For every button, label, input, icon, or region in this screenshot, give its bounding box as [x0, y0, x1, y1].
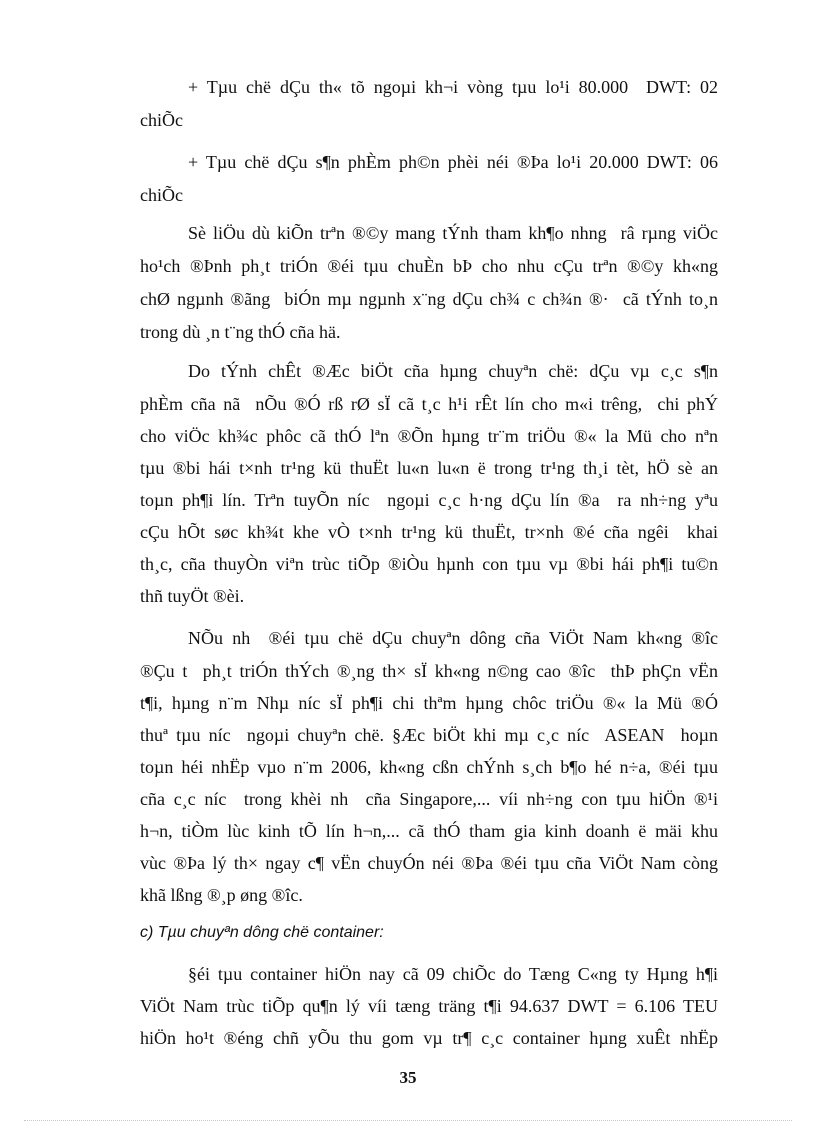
text-line: cña c¸c níc trong khèi nh cña Singapore,... víi nh÷ng con tµu hiÖn ®¹i — [140, 789, 718, 809]
text-line: §éi tµu container hiÖn nay cã 09 chiÕc do Tæng C«ng ty Hµng h¶i — [188, 964, 718, 984]
text-line: chiÕc — [140, 110, 183, 130]
text-line: chØ ngµnh ®ãng biÓn mµ ngµnh x¨ng dÇu ch¾ c ch¾n ®· cã tÝnh to¸n — [140, 289, 718, 309]
text-line: tµu ®bi hái t×nh tr¹ng kü thuËt lu«n lu«n ë trong tr¹ng th¸i tèt, hÖ sè an — [140, 458, 718, 478]
text-line: thñ tuyÖt ®èi. — [140, 586, 245, 606]
text-line: toµn héi nhËp vµo n¨m 2006, kh«ng cßn chÝnh s¸ch b¶o hé n÷a, ®éi tµu — [140, 757, 718, 777]
text-line: cho viÖc kh¾c phôc cã thÓ lªn ®Õn hµng tr¨m triÖu ®« la Mü cho nªn — [140, 426, 718, 446]
text-line: Sè liÖu dù kiÕn trªn ®©y mang tÝnh tham kh¶o nhng râ rµng viÖc — [188, 223, 718, 243]
text-line: t¶i, hµng n¨m Nhµ níc sÏ ph¶i chi thªm hµng chôc triÖu ®« la Mü ®Ó — [140, 693, 718, 713]
text-line: th¸c, cña thuyÒn viªn trùc tiÕp ®iÒu hµnh con tµu vµ ®bi hái ph¶i tu©n — [140, 554, 718, 574]
text-line: vùc ®Þa lý th× ngay c¶ vËn chuyÓn néi ®Þa ®éi tµu cña ViÖt Nam còng — [140, 853, 718, 873]
text-line: thuª tµu níc ngoµi chuyªn chë. §Æc biÖt khi mµ c¸c níc ASEAN hoµn — [140, 725, 718, 745]
text-line: + Tµu chë dÇu s¶n phÈm ph©n phèi néi ®Þa lo¹i 20.000 DWT: 06 — [188, 152, 718, 172]
text-line: phÈm cña nã nÕu ®Ó rß rØ sÏ cã t¸c h¹i rÊt lín cho m«i trêng, chi phÝ — [140, 394, 718, 414]
text-line: trong dù ¸n t¨ng thÓ cña hä. — [140, 322, 341, 342]
page-number: 35 — [399, 1068, 417, 1087]
text-line: Do tÝnh chÊt ®Æc biÖt cña hµng chuyªn chë: dÇu vµ c¸c s¶n — [188, 361, 718, 381]
text-line: khã lßng ®¸p øng ®îc. — [140, 885, 303, 905]
text-line: cÇu hÕt søc kh¾t khe vÒ t×nh tr¹ng kü thuËt, tr×nh ®é cña ngêi khai — [140, 522, 718, 542]
text-line: ViÖt Nam trùc tiÕp qu¶n lý víi tæng träng t¶i 94.637 DWT = 6.106 TEU — [140, 996, 718, 1016]
text-line: NÕu nh ®éi tµu chë dÇu chuyªn dông cña ViÖt Nam kh«ng ®îc — [188, 628, 718, 648]
text-line: + Tµu chë dÇu th« tõ ngoµi kh¬i vòng tµu lo¹i 80.000 DWT: 02 — [188, 77, 718, 97]
text-line: ho¹ch ®Þnh ph¸t triÓn ®éi tµu chuÈn bÞ cho nhu cÇu trªn ®©y kh«ng — [140, 256, 718, 276]
footer-divider — [24, 1120, 792, 1121]
text-line: hiÖn ho¹t ®éng chñ yÕu thu gom vµ tr¶ c¸c container hµng xuÊt nhËp — [140, 1028, 718, 1048]
text-line: toµn ph¶i lín. Trªn tuyÕn níc ngoµi c¸c h·ng dÇu lín ®a ra nh÷ng yªu — [140, 490, 718, 510]
text-line: chiÕc — [140, 185, 183, 205]
section-heading: c) Tµu chuyªn dông chë container: — [140, 924, 384, 941]
text-line: h¬n, tiÒm lùc kinh tÕ lín h¬n,... cã thÓ tham gia kinh doanh ë mäi khu — [140, 821, 718, 841]
text-line: ®Çu t ph¸t triÓn thÝch ®¸ng th× sÏ kh«ng n©ng cao ®îc thÞ phÇn vËn — [140, 661, 718, 681]
